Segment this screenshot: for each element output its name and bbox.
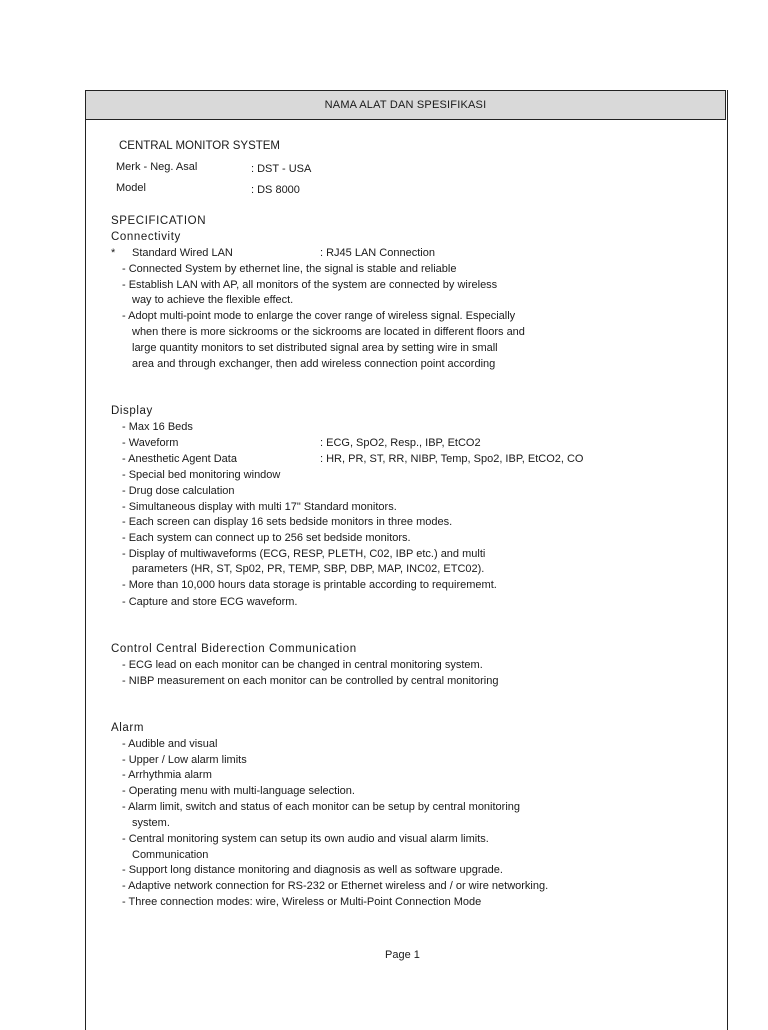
header-title: NAMA ALAT DAN SPESIFIKASI — [324, 99, 487, 111]
bullet-star: * — [111, 247, 116, 259]
list-item: - Drug dose calculation — [122, 485, 235, 497]
list-item: - Establish LAN with AP, all monitors of the system are connected by wireless — [122, 279, 498, 291]
waveform-label: - Waveform — [122, 437, 179, 449]
list-item: - Display of multiwaveforms (ECG, RESP, PLETH, C02, IBP etc.) and multi — [122, 548, 486, 560]
header-bar — [85, 90, 726, 120]
merk-value: : DST - USA — [251, 163, 312, 175]
specification-heading: SPECIFICATION — [111, 215, 207, 227]
connectivity-heading: Connectivity — [111, 231, 181, 243]
control-heading: Control Central Biderection Communication — [111, 643, 357, 655]
list-item: - Adopt multi-point mode to enlarge the cover range of wireless signal. Especially — [122, 310, 516, 322]
list-item: - Special bed monitoring window — [122, 469, 281, 481]
list-item: Communication — [132, 849, 209, 861]
list-item: - Central monitoring system can setup its own audio and visual alarm limits. — [122, 833, 489, 845]
agent-label: - Anesthetic Agent Data — [122, 453, 237, 465]
list-item: - Adaptive network connection for RS-232 or Ethernet wireless and / or wire networking. — [122, 880, 549, 892]
list-item: - Capture and store ECG waveform. — [122, 596, 298, 608]
product-name: CENTRAL MONITOR SYSTEM — [119, 140, 281, 152]
list-item: - Each system can connect up to 256 set bedside monitors. — [122, 532, 411, 544]
list-item: - Upper / Low alarm limits — [122, 754, 247, 766]
list-item: - Audible and visual — [122, 738, 218, 750]
list-item: - Arrhythmia alarm — [122, 769, 212, 781]
list-item: way to achieve the flexible effect. — [132, 294, 294, 306]
agent-value: : HR, PR, ST, RR, NIBP, Temp, Spo2, IBP, EtCO2, CO — [320, 453, 584, 465]
lan-label: Standard Wired LAN — [132, 247, 233, 259]
list-item: - Connected System by ethernet line, the signal is stable and reliable — [122, 263, 457, 275]
list-item: large quantity monitors to set distributed signal area by setting wire in small — [132, 342, 498, 354]
list-item: when there is more sickrooms or the sickrooms are located in different floors and — [132, 326, 525, 338]
list-item: - NIBP measurement on each monitor can be controlled by central monitoring — [122, 675, 499, 687]
list-item: - Alarm limit, switch and status of each monitor can be setup by central monitoring — [122, 801, 521, 813]
list-item: system. — [132, 817, 170, 829]
list-item: parameters (HR, ST, Sp02, PR, TEMP, SBP, DBP, MAP, INC02, ETC02). — [132, 563, 485, 575]
list-item: - More than 10,000 hours data storage is printable according to requirememt. — [122, 579, 497, 591]
list-item: - Simultaneous display with multi 17" Standard monitors. — [122, 501, 397, 513]
model-value: : DS 8000 — [251, 184, 300, 196]
merk-label: Merk - Neg. Asal — [116, 161, 198, 173]
list-item: - ECG lead on each monitor can be changed in central monitoring system. — [122, 659, 483, 671]
list-item: - Operating menu with multi-language selection. — [122, 785, 355, 797]
page-number: Page 1 — [385, 949, 420, 961]
lan-value: : RJ45 LAN Connection — [320, 247, 435, 259]
list-item: - Max 16 Beds — [122, 421, 193, 433]
display-heading: Display — [111, 405, 153, 417]
waveform-value: : ECG, SpO2, Resp., IBP, EtCO2 — [320, 437, 481, 449]
model-label: Model — [116, 182, 146, 194]
alarm-heading: Alarm — [111, 722, 145, 734]
list-item: area and through exchanger, then add wireless connection point according — [132, 358, 496, 370]
list-item: - Three connection modes: wire, Wireless or Multi-Point Connection Mode — [122, 896, 482, 908]
list-item: - Support long distance monitoring and diagnosis as well as software upgrade. — [122, 864, 503, 876]
list-item: - Each screen can display 16 sets bedside monitors in three modes. — [122, 516, 453, 528]
